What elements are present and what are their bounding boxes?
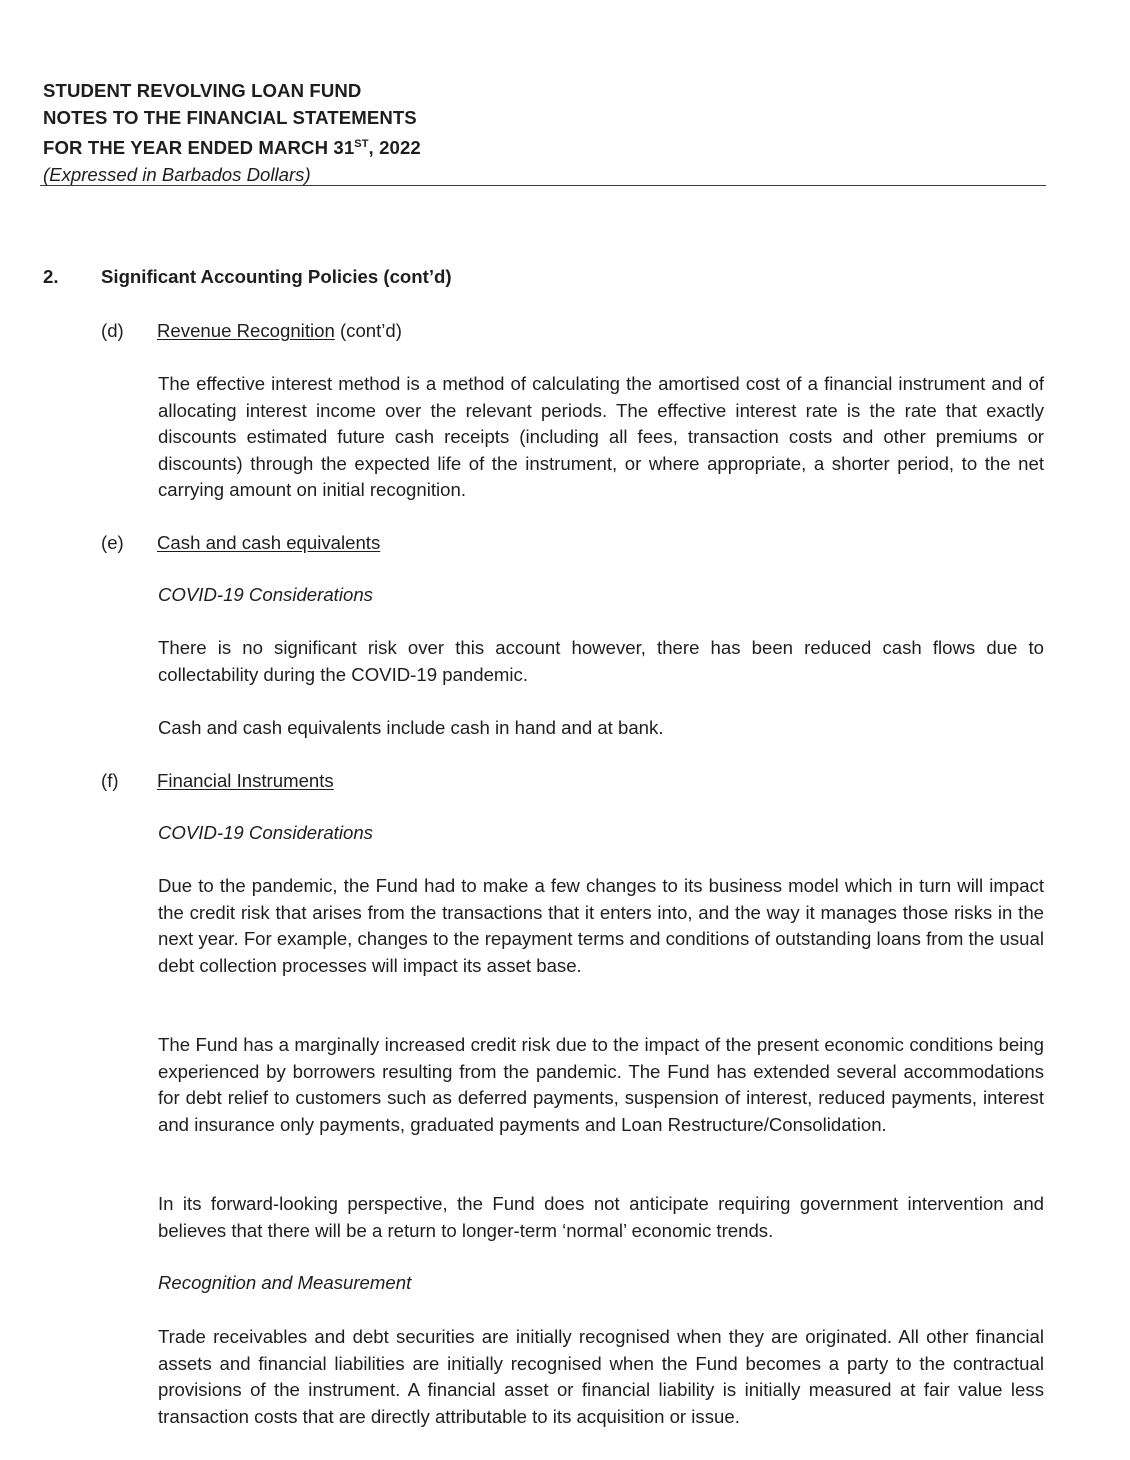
section-number: 2. [43, 266, 59, 287]
section-heading [43, 266, 452, 288]
period-prefix: FOR THE YEAR ENDED MARCH 31 [43, 137, 355, 159]
header-divider [40, 185, 1046, 186]
business-model-paragraph: Due to the pandemic, the Fund had to make a few changes to its business model which in turn will impact the credit risk that arises from the transactions that it enters into, and the way it manages those risks in the next year. For example, changes to the repayment terms and conditions of outstanding loans from the usual debt collection processes will impact its asset base. [158, 875, 1044, 976]
forward-looking-paragraph: In its forward-looking perspective, the Fund does not anticipate requiring government intervention and believes that there will be a return to longer-term ‘normal’ economic trends. [158, 1193, 1044, 1241]
fund-name: STUDENT REVOLVING LOAN FUND [43, 80, 362, 101]
recognition-measurement-heading: Recognition and Measurement [158, 1272, 412, 1293]
section-title: Significant Accounting Policies (cont’d) [101, 266, 452, 287]
subsection-d-title: Revenue Recognition [157, 320, 335, 341]
cash-covid-heading: COVID-19 Considerations [158, 584, 373, 605]
currency-note: (Expressed in Barbados Dollars) [43, 163, 311, 185]
credit-risk-paragraph: The Fund has a marginally increased credit risk due to the impact of the present economic conditions being experienced by borrowers resulting from the pandemic. The Fund has extended several accommodations for debt relief to customers such as deferred payments, suspension of interest, reduced payments, interest and insurance only payments, graduated payments and Loan Restructure/Consolidation. [158, 1034, 1044, 1135]
period-suffix: , 2022 [368, 137, 421, 159]
subsection-f-title: Financial Instruments [157, 770, 334, 791]
subsection-e-title: Cash and cash equivalents [157, 532, 381, 553]
subsection-d-suffix: (cont’d) [334, 320, 402, 341]
period-superscript: ST [354, 138, 369, 151]
cash-covid-paragraph: There is no significant risk over this account however, there has been reduced cash flows due to collectability during the COVID-19 pandemic. [158, 637, 1044, 685]
subsection-d-letter: (d) [101, 320, 124, 341]
instruments-covid-heading: COVID-19 Considerations [158, 822, 373, 843]
period-line [43, 131, 1043, 162]
subsection-f-heading [101, 770, 334, 792]
subsection-e-heading [101, 532, 380, 554]
subsection-d-heading [101, 320, 402, 342]
subsection-f-letter: (f) [101, 770, 119, 791]
subsection-e-letter: (e) [101, 532, 124, 553]
revenue-recognition-paragraph: The effective interest method is a method of calculating the amortised cost of a financial instrument and of allocating interest income over the relevant periods. The effective interest rate is the rate that exactly discounts estimated future cash receipts (including all fees, transaction costs and other premiums or discounts) through the expected life of the instrument, or where appropriate, a shorter period, to the net carrying amount on initial recognition. [158, 373, 1044, 500]
cash-definition-paragraph: Cash and cash equivalents include cash in hand and at bank. [158, 717, 664, 738]
document-title: NOTES TO THE FINANCIAL STATEMENTS [43, 106, 417, 128]
document-header [43, 78, 1043, 188]
recognition-paragraph: Trade receivables and debt securities are initially recognised when they are originated. All other financial assets and financial liabilities are initially recognised when the Fund becomes a party to the contractual provisions of the instrument. A financial asset or financial liability is initially measured at fair value less transaction costs that are directly attributable to its acquisition or issue. [158, 1326, 1044, 1427]
